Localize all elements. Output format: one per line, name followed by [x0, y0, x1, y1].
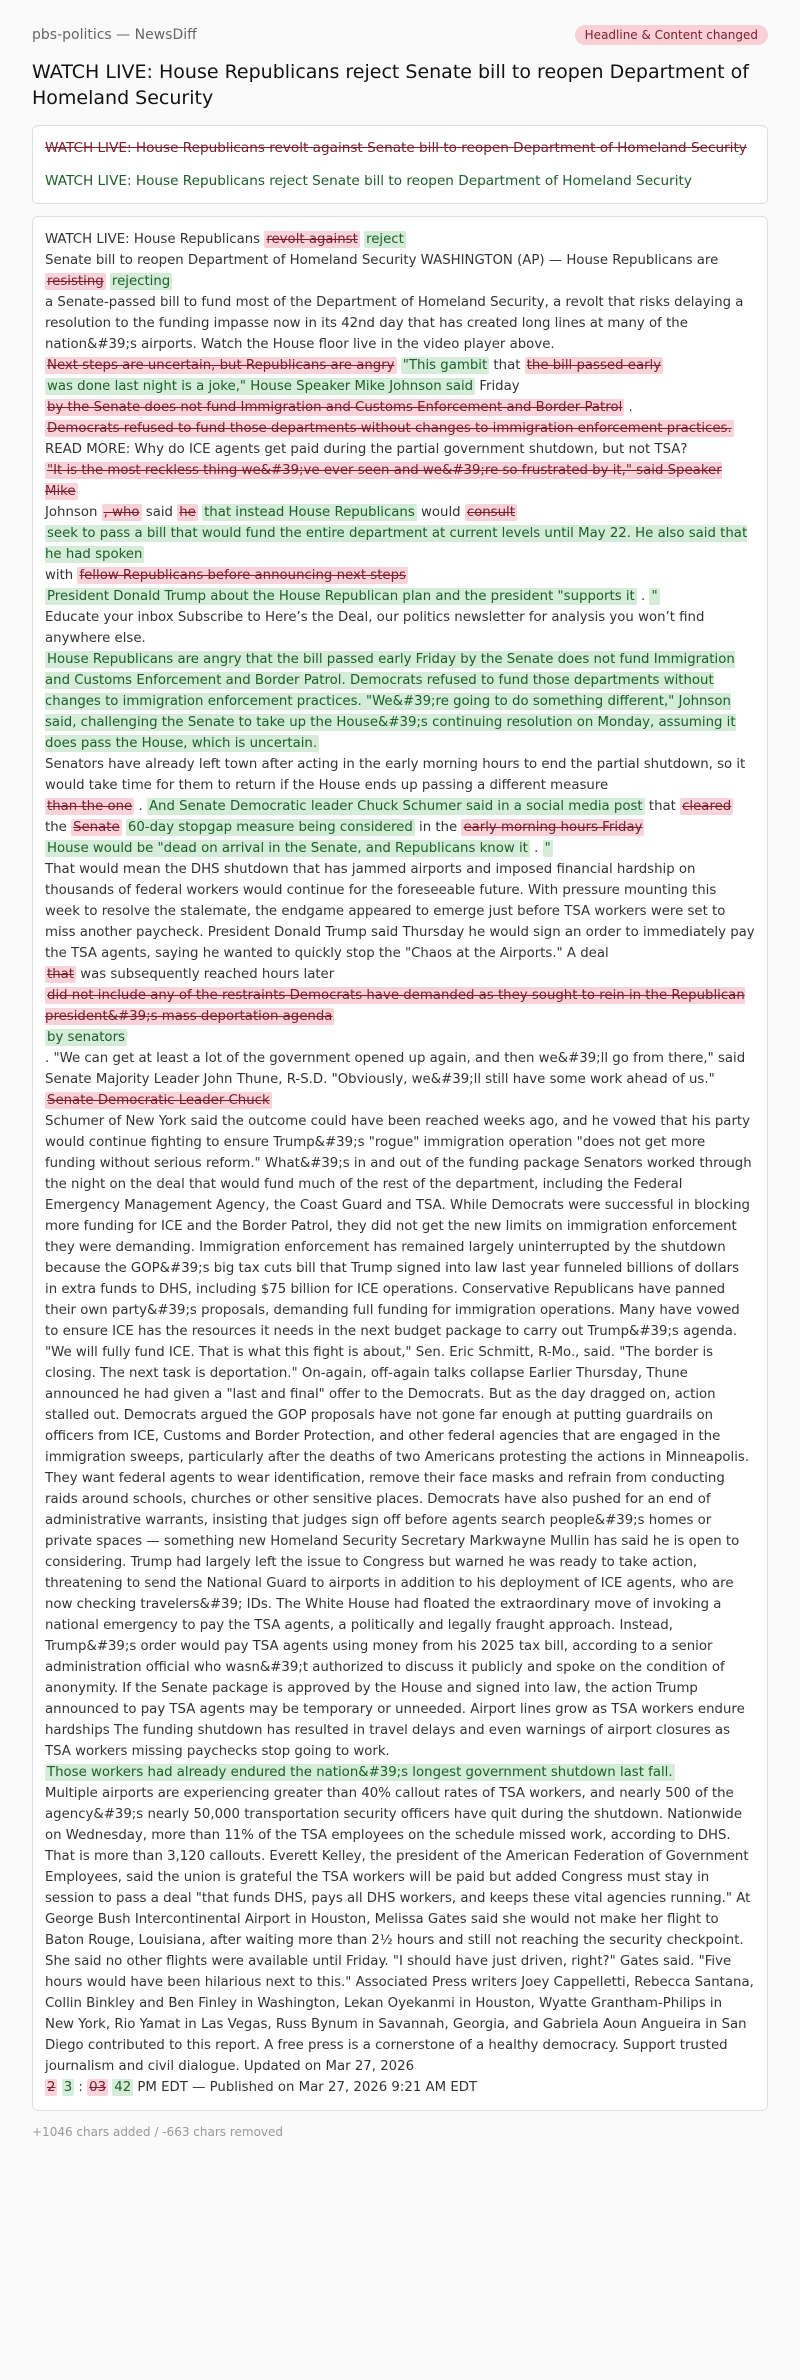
- unchanged-text: :: [74, 2080, 88, 2096]
- page-title: WATCH LIVE: House Republicans reject Senate bill to reopen Department of Homeland Security: [32, 61, 749, 109]
- deleted-text: 03: [89, 2080, 107, 2096]
- unchanged-text: READ MORE: Why do ICE agents get paid during the partial government shutdown, but not TSA?: [45, 442, 688, 458]
- deleted-text: early morning hours Friday: [463, 820, 643, 836]
- unchanged-text: Educate your inbox Subscribe to Here’s the Deal, our politics newsletter for analysis you won’t find anywhere else.: [45, 610, 705, 647]
- inserted-text: 3: [63, 2080, 73, 2096]
- deleted-text: revolt against: [266, 232, 358, 248]
- deleted-text: Democrats refused to fund those departments without changes to immigration enforcement practices.: [47, 421, 732, 437]
- inserted-text: President Donald Trump about the House Republican plan and the president "supports it: [47, 589, 635, 605]
- deleted-text: the bill passed early: [526, 358, 662, 374]
- unchanged-text: .: [134, 799, 147, 815]
- deleted-text: Senate: [73, 820, 120, 836]
- deleted-text: fellow Republicans before announcing next steps: [79, 568, 406, 584]
- unchanged-text: Senate bill to reopen Department of Homeland Security WASHINGTON (AP) — House Republicans are: [45, 253, 719, 269]
- unchanged-text: .: [636, 589, 650, 605]
- unchanged-text: That would mean the DHS shutdown that has jammed airports and imposed financial hardship on thousands of federal workers would continue for the foreseeable future. With pressure mounting this week to resolve the stalemate, the endgame appeared to emerge just before TSA workers were set to miss another paycheck. President Donald Trump said Thursday he would sign an order to immediately pay the TSA agents, saying he wanted to quickly stop the "Chaos at the Airports." A deal: [45, 862, 755, 962]
- deleted-text: Senate Democratic Leader Chuck: [47, 1093, 270, 1109]
- unchanged-text: would: [416, 505, 465, 521]
- unchanged-text: in the: [414, 820, 462, 836]
- inserted-text: 60-day stopgap measure being considered: [127, 820, 413, 836]
- deleted-text: resisting: [47, 274, 104, 290]
- unchanged-text: PM EDT — Published on Mar 27, 2026 9:21 AM EDT: [133, 2080, 478, 2096]
- deleted-text: that: [47, 967, 75, 983]
- inserted-text: ": [544, 841, 551, 857]
- unchanged-text: Johnson: [45, 505, 102, 521]
- deleted-text: 2: [47, 2080, 56, 2096]
- deleted-text: did not include any of the restraints Democrats have demanded as they sought to rein in the Republican president&#39;s mass deportation agenda: [45, 988, 745, 1025]
- inserted-text: was done last night is a joke," House Speaker Mike Johnson said: [47, 379, 474, 395]
- unchanged-text: said: [141, 505, 178, 521]
- deleted-text: than the one: [47, 799, 133, 815]
- inserted-text: House would be "dead on arrival in the Senate, and Republicans know it: [47, 841, 528, 857]
- inserted-text: that instead House Republicans: [204, 505, 415, 521]
- unchanged-text: .: [624, 400, 633, 416]
- unchanged-text: that: [644, 799, 681, 815]
- unchanged-text: Schumer of New York said the outcome could have been reached weeks ago, and he vowed that his party would continue fighting to ensure Trump&#39;s "rogue" immigration operation "does not get more funding without serious reform." What&#39;s in and out of the funding package Senators worked through the night on the deal that would fund much of the rest of the department, including the Federal Emergency Management Agency, the Coast Guard and TSA. While Democrats were successful in blocking more funding for ICE and the Border Patrol, they did not get the new limits on immigration enforcement they were demanding. Immigration enforcement has remained largely uninterrupted by the shutdown because the GOP&#39;s big tax cuts bill that Trump signed into law last year funneled billions of dollars in extra funds to DHS, including $75 billion for ICE operations. Conservative Republicans have panned their own party&#39;s proposals, demanding full funding for immigration operations. Many have vowed to ensure ICE has the resources it needs in the next budget package to carry out Trump&#39;s agenda. "We will fully fund ICE. That is what this fight is about," Sen. Eric Schmitt, R-Mo., said. "The border is closing. The next task is deportation." On-again, off-again talks collapse Earlier Thursday, Thune announced he had given a "last and final" offer to the Democrats. But as the day dragged on, action stalled out. Democrats argued the GOP proposals have not gone far enough at putting guardrails on officers from ICE, Customs and Border Protection, and other federal agencies that are engaged in the immigration sweeps, particularly after the deaths of two Americans protesting the actions in Minneapolis. They want federal agents to wear identification, remove their face masks and refrain from conducting raids around schools, churches or other sensitive places. Democrats have also pushed for an end of administrative warrants, insisting that judges sign off before agents search people&#39;s homes or private spaces — something new Homeland Security Secretary Markwayne Mullin has said he is open to considering. Trump had largely left the issue to Congress but warned he was ready to take action, threatening to send the National Guard to airports in addition to his deployment of ICE agents, who are now checking travelers&#39; IDs. The White House had floated the extraordinary move of invoking a national emergency to pay the TSA agents, a politically and legally fraught approach. Instead, Trump&#39;s order would pay TSA agents using money from his 2025 tax bill, according to a senior administration official who wasn&#39;t authorized to discuss it publicly and spoke on the condition of anonymity. If the Senate package is approved by the House and signed into law, the action Trump announced to pay TSA agents may be temporary or unneeded. Airport lines grow as TSA workers endure hardships The funding shutdown has resulted in travel delays and even warnings of airport closures as TSA workers missing paychecks stop going to work.: [45, 1114, 752, 1760]
- new-headline: WATCH LIVE: House Republicans reject Senate bill to reopen Department of Homeland Security: [45, 172, 692, 189]
- deleted-text: by the Senate does not fund Immigration and Customs Enforcement and Border Patrol: [47, 400, 623, 416]
- old-headline: WATCH LIVE: House Republicans revolt against Senate bill to reopen Department of Homeland Security: [45, 140, 747, 157]
- body-diff-card: [32, 216, 768, 2111]
- deleted-text: Next steps are uncertain, but Republicans are angry: [47, 358, 395, 374]
- unchanged-text: a Senate-passed bill to fund most of the Department of Homeland Security, a revolt that risks delaying a resolution to the funding impasse now in its 42nd day that has created long lines at many of the nation&#39;s airports. Watch the House floor live in the video player above.: [45, 295, 744, 353]
- deleted-text: cleared: [682, 799, 732, 815]
- unchanged-text: WATCH LIVE: House Republicans: [45, 232, 265, 248]
- diff-stats: +1046 chars added / -663 chars removed: [32, 2125, 284, 2140]
- status-badge: Headline & Content changed: [575, 25, 768, 45]
- inserted-text: seek to pass a bill that would fund the entire department at current levels until May 22. He also said that he had spoken: [45, 526, 748, 563]
- deleted-text: he: [179, 505, 196, 521]
- inserted-text: ": [651, 589, 658, 605]
- unchanged-text: Multiple airports are experiencing greater than 40% callout rates of TSA workers, and nearly 500 of the agency&#39;s nearly 50,000 transportation security officers have quit during the shutdown. Nationwide on Wednesday, more than 11% of the TSA employees on the schedule missed work, according to DHS. That is more than 3,120 callouts. Everett Kelley, the president of the American Federation of Government Employees, said the union is grateful the TSA workers will be paid but added Congress must stay in session to pass a deal "that funds DHS, pays all DHS workers, and keeps these vital agencies running." At George Bush Intercontinental Airport in Houston, Melissa Gates said she would not make her flight to Baton Rouge, Louisiana, after waiting more than 2½ hours and still not reaching the security checkpoint. She said no other flights were available until Friday. "I should have just driven, right?" Gates said. "Five hours would have been hilarious next to this." Associated Press writers Joey Cappelletti, Rebecca Santana, Collin Binkley and Ben Finley in Washington, Lekan Oyekanmi in Houston, Wyatte Grantham-Philips in New York, Rio Yamat in Las Vegas, Russ Bynum in Savannah, Georgia, and Gabriela Aoun Angueira in San Diego contributed to this report. A free press is a cornerstone of a healthy democracy. Support trusted journalism and civil dialogue. Updated on Mar 27, 2026: [45, 1786, 754, 2075]
- inserted-text: reject: [366, 232, 404, 248]
- inserted-text: 42: [114, 2080, 132, 2096]
- unchanged-text: that: [489, 358, 525, 374]
- inserted-text: And Senate Democratic leader Chuck Schumer said in a social media post: [148, 799, 643, 815]
- unchanged-text: .: [529, 841, 543, 857]
- unchanged-text: the: [45, 820, 72, 836]
- source-label: pbs-politics — NewsDiff: [32, 27, 197, 43]
- unchanged-text: Senators have already left town after acting in the early morning hours to end the partial shutdown, so it would take time for them to return if the House ends up passing a different measure: [45, 757, 746, 794]
- inserted-text: rejecting: [111, 274, 171, 290]
- unchanged-text: was subsequently reached hours later: [76, 967, 335, 983]
- headline-diff-card: [32, 125, 768, 204]
- unchanged-text: Friday: [475, 379, 520, 395]
- deleted-text: consult: [466, 505, 515, 521]
- inserted-text: by senators: [47, 1030, 125, 1046]
- deleted-text: , who: [103, 505, 140, 521]
- unchanged-text: . "We can get at least a lot of the government opened up again, and then we&#39;ll go from there," said Senate Majority Leader John Thune, R-S.D. "Obviously, we&#39;ll still have some work ahead of us.": [45, 1051, 746, 1088]
- unchanged-text: with: [45, 568, 78, 584]
- top-bar: [32, 20, 768, 50]
- inserted-text: Those workers had already endured the nation&#39;s longest government shutdown last fall.: [47, 1765, 673, 1781]
- deleted-text: "It is the most reckless thing we&#39;ve ever seen and we&#39;re so frustrated by it," said Speaker Mike: [45, 463, 722, 500]
- inserted-text: House Republicans are angry that the bill passed early Friday by the Senate does not fund Immigration and Customs Enforcement and Border Patrol. Democrats refused to fund those departments without changes to immigration enforcement practices. "We&#39;re going to do something different," Johnson said, challenging the Senate to take up the House&#39;s continuing resolution on Monday, assuming it does pass the House, which is uncertain.: [45, 652, 736, 752]
- inserted-text: "This gambit: [402, 358, 488, 374]
